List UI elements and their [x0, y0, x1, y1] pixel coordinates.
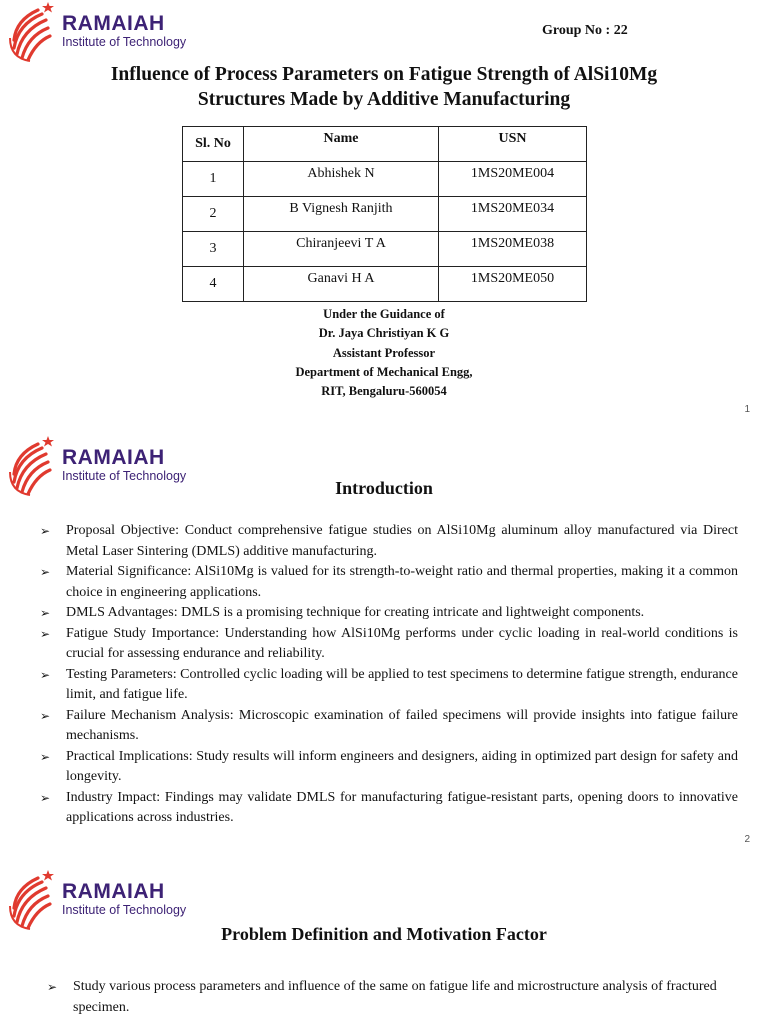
ramaiah-emblem-icon: [8, 868, 56, 930]
introduction-bullet-list: [40, 521, 738, 829]
header-usn: USN: [439, 127, 587, 162]
bullet-text: Industry Impact: Findings may validate DMLS for manufacturing fatigue-resistant parts, opening doors to innovative applications across industries.: [66, 789, 738, 825]
table-row: [183, 197, 587, 232]
ramaiah-logo: [8, 0, 186, 62]
table-row: [183, 267, 587, 302]
group-number: Group No : 22: [542, 23, 628, 38]
cell-usn: 1MS20ME034: [439, 197, 587, 232]
arrow-bullet-icon: ➢: [40, 524, 51, 538]
logo-name: RAMAIAH: [62, 446, 165, 470]
bullet-text: Proposal Objective: Conduct comprehensive fatigue studies on AlSi10Mg aluminum alloy manufactured via Direct Metal Laser Sintering (DMLS) additive manufacturing.: [66, 523, 738, 559]
list-item: [40, 747, 738, 788]
cell-sl-no: 3: [183, 232, 244, 267]
title-line-1: Influence of Process Parameters on Fatigue Strength of AlSi10Mg: [110, 64, 658, 85]
arrow-bullet-icon: ➢: [40, 667, 51, 682]
table-row: [183, 162, 587, 197]
arrow-bullet-icon: ➢: [40, 565, 51, 579]
header-name: Name: [244, 127, 439, 162]
guide-name: Dr. Jaya Christiyan K G: [318, 326, 450, 341]
cell-sl-no: 2: [183, 197, 244, 232]
bullet-text: Material Significance: AlSi10Mg is valued for its strength-to-weight ratio and thermal properties, making it a common choice in engineering applications.: [66, 564, 738, 600]
list-item: [40, 665, 738, 706]
cell-name: Chiranjeevi T A: [244, 232, 439, 267]
bullet-text: DMLS Advantages: DMLS is a promising technique for creating intricate and lightweight components.: [66, 605, 645, 620]
cell-sl-no: 4: [183, 267, 244, 302]
list-item: [40, 788, 738, 829]
logo-name: RAMAIAH: [62, 12, 165, 36]
bullet-text: Failure Mechanism Analysis: Microscopic examination of failed specimens will provide insights into fatigue failure mechanisms.: [66, 707, 738, 743]
list-item: [40, 624, 738, 665]
guide-department: Department of Mechanical Engg,: [295, 364, 473, 379]
cell-name: Abhishek N: [244, 162, 439, 197]
table-header-row: [183, 127, 587, 162]
list-item: [40, 603, 738, 624]
list-item: [40, 706, 738, 747]
list-item: [40, 521, 738, 562]
header-sl-no: Sl. No: [183, 127, 244, 162]
slide-3: [0, 860, 768, 1024]
list-item: [40, 562, 738, 603]
ramaiah-emblem-icon: [8, 0, 56, 62]
arrow-bullet-icon: ➢: [40, 790, 51, 805]
arrow-bullet-icon: ➢: [40, 606, 51, 620]
guide-institute: RIT, Bengaluru-560054: [321, 384, 447, 399]
page-number: 1: [744, 404, 750, 415]
cell-usn: 1MS20ME050: [439, 267, 587, 302]
title-line-2: Structures Made by Additive Manufacturing: [197, 89, 571, 110]
cell-name: Ganavi H A: [244, 267, 439, 302]
arrow-bullet-icon: ➢: [40, 708, 51, 723]
guidance-block: [180, 305, 588, 401]
bullet-text: Practical Implications: Study results will inform engineers and designers, aiding in optimized part design for safety and longevity.: [66, 748, 738, 784]
cell-usn: 1MS20ME038: [439, 232, 587, 267]
bullet-text: Testing Parameters: Controlled cyclic loading will be applied to test specimens to determine fatigue strength, endurance limit, and fatigue life.: [66, 666, 738, 702]
page-number: 2: [744, 834, 750, 845]
cell-usn: 1MS20ME004: [439, 162, 587, 197]
slide-2: [0, 428, 768, 860]
cell-name: B Vignesh Ranjith: [244, 197, 439, 232]
members-table: [182, 126, 587, 302]
bullet-text: Fatigue Study Importance: Understanding how AlSi10Mg performs under cyclic loading in real-world conditions is crucial for assessing endurance and reliability.: [66, 625, 738, 661]
section-title-problem-definition: Problem Definition and Motivation Factor: [221, 924, 547, 944]
guidance-heading: Under the Guidance of: [323, 307, 445, 321]
guide-designation: Assistant Professor: [332, 345, 436, 360]
cell-sl-no: 1: [183, 162, 244, 197]
logo-text: [62, 881, 186, 917]
arrow-bullet-icon: ➢: [47, 980, 58, 994]
arrow-bullet-icon: ➢: [40, 626, 51, 641]
logo-subtitle: Institute of Technology: [62, 903, 187, 918]
list-item: [47, 977, 722, 1018]
logo-name: RAMAIAH: [62, 880, 165, 904]
presentation-title: [40, 62, 728, 112]
logo-text: [62, 13, 186, 49]
logo-subtitle: Institute of Technology: [62, 469, 187, 484]
bullet-text: Study various process parameters and influence of the same on fatigue life and microstructure analysis of fractured specimen.: [73, 979, 717, 1015]
slide-1: [0, 0, 768, 428]
ramaiah-logo: [8, 868, 186, 930]
arrow-bullet-icon: ➢: [40, 749, 51, 764]
problem-bullet-list: [47, 977, 722, 1018]
section-title-introduction: Introduction: [335, 478, 433, 498]
table-row: [183, 232, 587, 267]
logo-subtitle: Institute of Technology: [62, 35, 187, 50]
